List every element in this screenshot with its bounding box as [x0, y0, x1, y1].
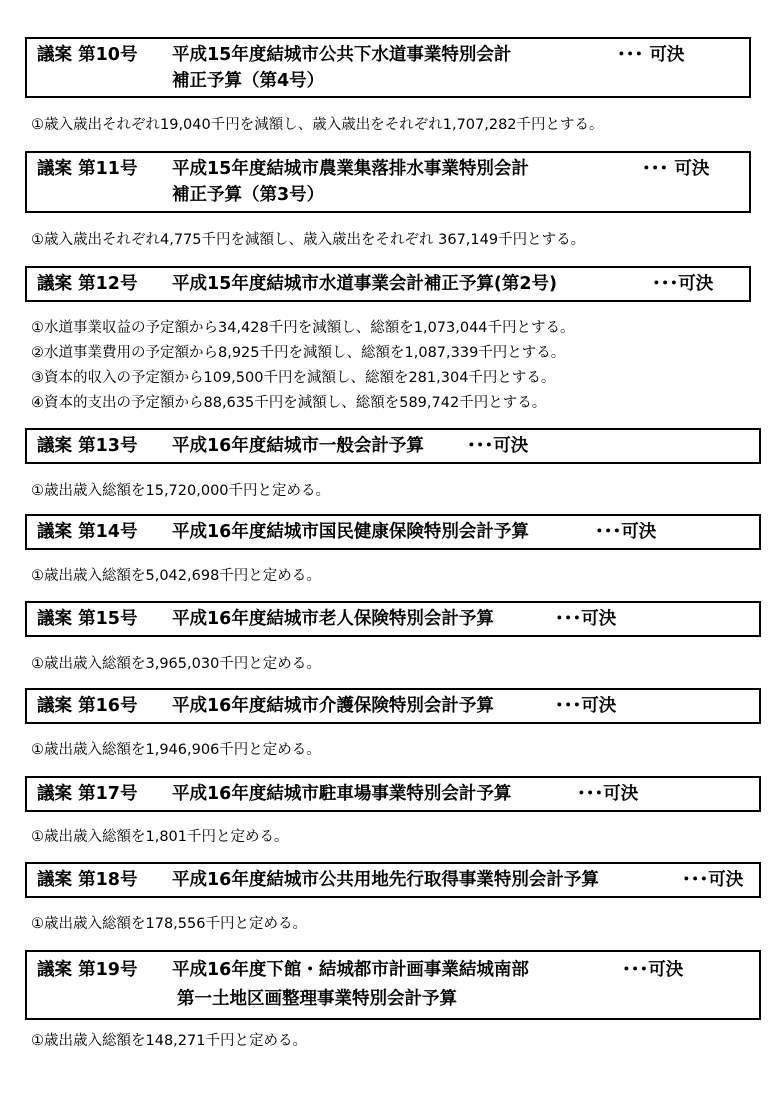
bill-number: 議案 第19号: [37, 960, 138, 980]
bill-header: [25, 428, 761, 464]
bill-title: 平成15年度結城市農業集落排水事業特別会計: [172, 159, 529, 179]
bill-header: [25, 514, 761, 550]
bill-status: ･･･可決: [595, 522, 657, 542]
bill-header: [25, 950, 761, 1020]
bill-number: 議案 第12号: [37, 274, 138, 294]
bill-title: 平成16年度結城市駐車場事業特別会計予算: [172, 784, 512, 804]
bill-detail: ①歳入歳出それぞれ4,775千円を減額し、歳入歳出をそれぞれ 367,149千円とする。: [31, 232, 586, 248]
bill-detail: ①歳出歳入総額を3,965,030千円と定める。: [31, 656, 321, 672]
bill-status: ･･･ 可決: [642, 159, 710, 179]
bill-title-line-2: 補正予算（第3号）: [172, 185, 325, 205]
bill-title-line-2: 補正予算（第4号）: [172, 71, 325, 91]
bill-header: [25, 862, 761, 898]
bill-number: 議案 第13号: [37, 436, 138, 456]
bill-number: 議案 第15号: [37, 609, 138, 629]
bill-number: 議案 第18号: [37, 870, 138, 890]
bill-header: [25, 601, 761, 637]
bill-status: ･･･可決: [467, 436, 529, 456]
bill-header: [25, 776, 761, 812]
bill-status: ･･･可決: [555, 696, 617, 716]
bill-title-line-2: 第一土地区画整理事業特別会計予算: [177, 989, 457, 1009]
bill-header: [25, 37, 751, 98]
bill-title: 平成15年度結城市公共下水道事業特別会計: [172, 45, 512, 65]
bill-status: ･･･可決: [577, 784, 639, 804]
bill-title: 平成16年度結城市一般会計予算: [172, 436, 424, 456]
bill-detail: ③資本的収入の予定額から109,500千円を減額し、総額を281,304千円とする。: [31, 370, 556, 386]
bill-detail: ①歳出歳入総額を15,720,000千円と定める。: [31, 483, 331, 499]
bill-status: ･･･可決: [682, 870, 744, 890]
bill-number: 議案 第11号: [37, 159, 138, 179]
bill-number: 議案 第10号: [37, 45, 138, 65]
bill-title: 平成16年度結城市公共用地先行取得事業特別会計予算: [172, 870, 599, 890]
bill-title: 平成16年度下館・結城都市計画事業結城南部: [172, 960, 529, 980]
bill-header: [25, 266, 751, 302]
bill-title: 平成16年度結城市介護保険特別会計予算: [172, 696, 494, 716]
bill-detail: ①歳出歳入総額を148,271千円と定める。: [31, 1033, 307, 1049]
bill-status: ･･･可決: [652, 274, 714, 294]
bill-number: 議案 第16号: [37, 696, 138, 716]
bill-header: [25, 151, 751, 213]
bill-detail: ①歳出歳入総額を1,801千円と定める。: [31, 829, 289, 845]
bill-detail: ①歳入歳出それぞれ19,040千円を減額し、歳入歳出をそれぞれ1,707,282千円とする。: [31, 117, 604, 133]
bill-title: 平成16年度結城市老人保険特別会計予算: [172, 609, 494, 629]
bill-status: ･･･可決: [622, 960, 684, 980]
bill-status: ･･･可決: [555, 609, 617, 629]
bill-number: 議案 第14号: [37, 522, 138, 542]
bill-title: 平成15年度結城市水道事業会計補正予算(第2号): [172, 274, 558, 294]
bill-detail: ②水道事業費用の予定額から8,925千円を減額し、総額を1,087,339千円とする。: [31, 345, 566, 361]
bill-header: [25, 688, 761, 724]
bill-detail: ①水道事業収益の予定額から34,428千円を減額し、総額を1,073,044千円とする。: [31, 320, 575, 336]
bill-detail: ①歳出歳入総額を1,946,906千円と定める。: [31, 742, 321, 758]
bill-status: ･･･ 可決: [617, 45, 685, 65]
bill-detail: ④資本的支出の予定額から88,635千円を減額し、総額を589,742千円とする。: [31, 395, 547, 411]
bill-detail: ①歳出歳入総額を5,042,698千円と定める。: [31, 568, 321, 584]
bill-number: 議案 第17号: [37, 784, 138, 804]
bill-title: 平成16年度結城市国民健康保険特別会計予算: [172, 522, 529, 542]
bill-detail: ①歳出歳入総額を178,556千円と定める。: [31, 916, 307, 932]
